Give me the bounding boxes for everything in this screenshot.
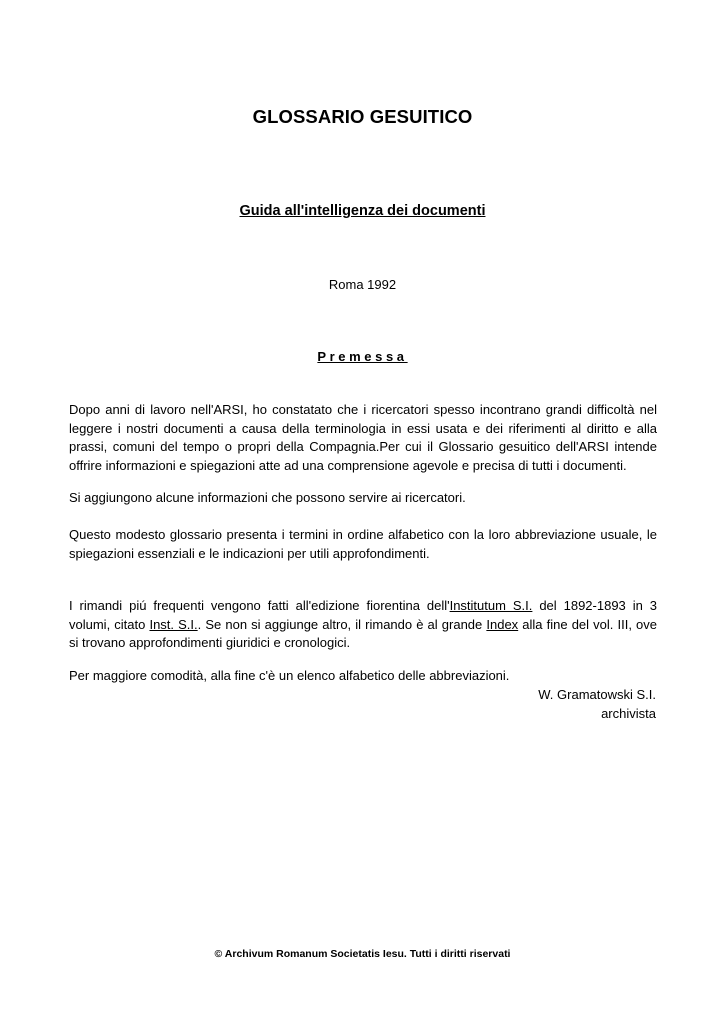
paragraph-references <box>69 597 657 653</box>
paragraph-glossary-description <box>69 526 657 563</box>
paragraph-text: Questo modesto glossario presenta i termini in ordine alfabetico con la loro abbreviazione usuale, le spiegazioni essenziali e le indicazioni per utili approfondimenti. <box>69 527 657 561</box>
paragraph-intro <box>69 401 657 475</box>
reference-inst-si: Inst. S.I. <box>149 616 198 632</box>
paragraph-abbreviations-note <box>69 667 657 686</box>
paragraph-text <box>69 597 657 653</box>
copyright-footer: © Archivum Romanum Societatis Iesu. Tutti i diritti riservati <box>214 948 511 960</box>
text-segment: I rimandi piú frequenti vengono fatti all'edizione fiorentina dell' <box>69 598 450 613</box>
text-segment: alla fine del vol. III, ove si trovano approfondimenti giuridici e cronologici. <box>69 616 657 650</box>
document-subtitle: Guida all'intelligenza dei documenti <box>239 203 486 219</box>
place-date: Roma 1992 <box>328 277 397 292</box>
reference-index: Index <box>486 616 519 632</box>
paragraph-additional-info <box>69 489 657 508</box>
signature-block <box>538 686 656 723</box>
section-heading: Premessa <box>317 349 408 364</box>
text-segment: . Se non si aggiunge altro, il rimando è al grande <box>197 616 487 632</box>
reference-institutum: Institutum S.I. <box>449 598 533 613</box>
paragraph-text: Dopo anni di lavoro nell'ARSI, ho constatato che i ricercatori spesso incontrano grandi difficoltà nel leggere i nostri documenti a causa della terminologia in essi usata e dei riferimenti al diritto e alla prassi, comuni del tempo o propri della Compagnia.Per cui il Glossario gesuitico dell'ARSI intende offrire informazioni e spiegazioni atte ad una comprensione agevole e precisa di tutti i documenti. <box>69 402 657 473</box>
signature-role: archivista <box>601 705 656 721</box>
text-segment: del 1892-1893 in 3 volumi, citato <box>69 598 657 632</box>
document-title: GLOSSARIO GESUITICO <box>252 106 473 127</box>
paragraph-text: Si aggiungono alcune informazioni che possono servire ai ricercatori. <box>69 490 466 505</box>
signature-name: W. Gramatowski S.I. <box>538 687 656 702</box>
paragraph-text: Per maggiore comodità, alla fine c'è un elenco alfabetico delle abbreviazioni. <box>69 668 510 683</box>
